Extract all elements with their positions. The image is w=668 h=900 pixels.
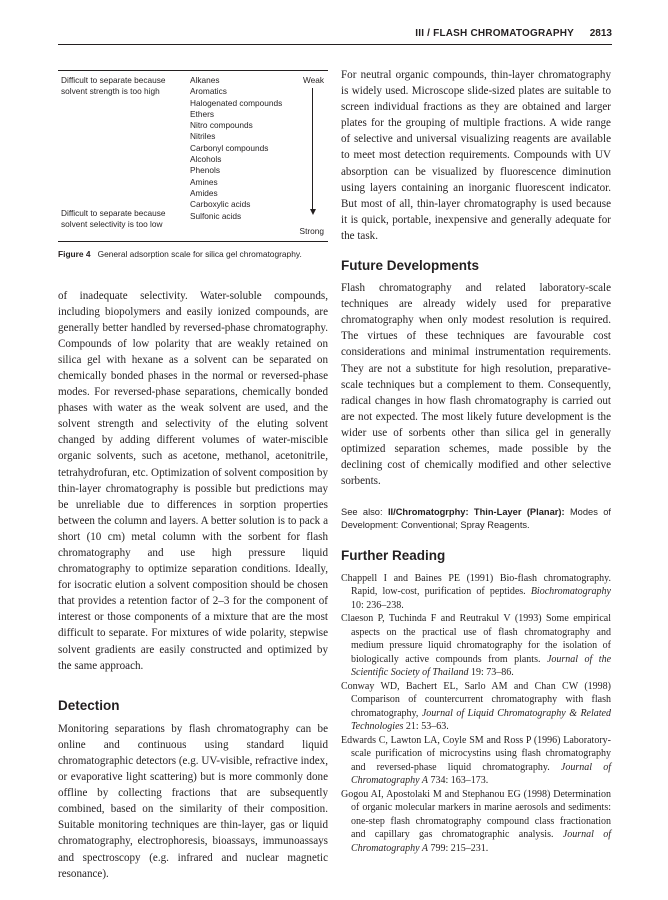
reference-item: Claeson P, Tuchinda F and Reutrakul V (1993) Some empirical aspects on the practical use of flash chromatography and medium pressure liquid chromatography for the isolation of biologically active compounds from plants. Journal of the Scientific Society of Thailand 19: 73–86.: [341, 613, 612, 679]
strong-label: Strong: [299, 225, 324, 236]
compound-item: Nitro compounds: [190, 120, 253, 131]
compound-item: Alkanes: [190, 75, 220, 85]
compound-item: Aromatics: [190, 86, 227, 97]
figure-caption: Figure 4 General adsorption scale for silica gel chromatography.: [58, 249, 302, 259]
page-number: 2813: [589, 28, 612, 39]
compound-item: Nitriles: [190, 131, 216, 142]
top-left-label: Difficult to separate because solvent strength is too high: [61, 75, 166, 97]
reference-item: Chappell I and Baines PE (1991) Bio-flash chromatography. Rapid, low-cost, purification of peptides. Biochromatography 10: 236–238.: [341, 572, 611, 611]
see-also: See also: II/Chromatogrphy: Thin-Layer (Planar): Modes of Development: Conventional; Spray Reagents.: [341, 507, 611, 531]
reference-item: Gogou AI, Apostolaki M and Stephanou EG (1998) Determination of organic molecular markers in marine aerosols and sediments: one-step flash chromatography compound class fractionation and capillary gas chromatographic analysis. Journal of Chromatography A 799: 215–231.: [341, 788, 611, 854]
body-paragraph: For neutral organic compounds, thin-layer chromatography is widely used. Microscope slide-sized plates are suitable to screen individual fractions as they are obtained and larger plates for the grouping of multiple fractions. A wide range of selective and universal visualizing reagents are available to meet most detection requirements. Compounds with UV absorption can be visualized by fluorescence diminution using layers containing an inorganic fluorescent indicator. But most of all, thin-layer chromatography is used because it is quick, portable, inexpensive and generally adequate for the task.: [341, 69, 611, 242]
compound-item: Alcohols: [190, 154, 222, 165]
adsorption-scale-figure: [58, 70, 328, 242]
reference-list: [341, 572, 611, 856]
further-reading-heading: Further Reading: [341, 547, 446, 563]
compound-list: [190, 75, 282, 222]
reference-item: Edwards C, Lawton LA, Coyle SM and Ross P (1996) Laboratory-scale purification of microcystins using flash chromatography and reversed-phase liquid chromatography. Journal of Chromatography A 734: 163–173.: [341, 734, 612, 787]
arrowhead-icon: [310, 209, 316, 215]
compound-item: Carboxylic acids: [190, 199, 251, 210]
left-column: [58, 67, 328, 882]
future-developments-heading: Future Developments: [341, 258, 480, 274]
compound-item: Amides: [190, 187, 218, 198]
compound-item: Phenols: [190, 165, 220, 176]
detection-heading: Detection: [58, 697, 120, 713]
weak-label: Weak: [302, 75, 324, 85]
section-title: III / FLASH CHROMATOGRAPHY: [415, 28, 574, 39]
compound-item: Ethers: [190, 108, 214, 119]
future-paragraph: Flash chromatography and related laboratory-scale techniques are already widely used for preparative chromatography when only modest resolution is required. The virtues of these techniques are favourable cost considerations and minimal instrumentation requirements. They are not a substitute for high resolution, preparative-scale techniques but a complement to them. Consequently, radical changes in how flash chromatography is carried out are not expected. The most likely future development is the wider use of sorbents other than silica gel in generally optimized separation schemes, made possible by the declining cost of chemically modified and other selective sorbents.: [341, 282, 611, 488]
right-column: [341, 67, 611, 855]
body-paragraph: of inadequate selectivity. Water-soluble compounds, including biopolymers and easily ionized compounds, are generally better handled by reversed-phase chromatography. Compounds of low polarity that are weakly retained on silica gel with hexane as a solvent can be separated on chemically bonded phases in the normal or reversed-phase modes. For reversed-phase separations, chemically bonded phases with water as the weak solvent are used, and the solvent strength and selectivity of the eluting solvent changed by adding different volumes of water-miscible organic solvents, such as acetone, methanol, acetonitrile, tetrahydrofuran, etc. Optimization of solvent composition by thin-layer chromatography is possible but predictions may be unreliable due to differences in sorption properties between the column and layers. A better solution is to pack a short (10 cm) metal column with the sorbent for flash chromatography and use high pressure liquid chromatography to optimize separation conditions. Ideally, for isocratic elution a solvent composition should be chosen that provides a retention factor of 2–3 for the component of interest or those components of a mixture that are the most difficult to separate. For mixtures of wide polarity, stepwise solvent gradients are easily constructed and optimized by the same approach.: [58, 289, 328, 672]
compound-item: Carbonyl compounds: [190, 142, 269, 153]
compound-item: Halogenated compounds: [190, 97, 283, 108]
compound-item: Amines: [190, 176, 218, 187]
detection-paragraph: Monitoring separations by flash chromatography can be online and continuous using standard liquid chromatographic detectors (e.g. UV-visible, refractive index, or evaporative light scattering) but is more commonly done offline by collecting fractions that are subsequently combined, based on the similarity of their composition. Suitable monitoring techniques are thin-layer, gas or liquid chromatography, electrophoresis, bioassays, immunoassays and spectroscopy (e.g. infrared and nuclear magnetic resonance).: [58, 722, 328, 880]
running-header: [58, 26, 612, 45]
compound-item: Sulfonic acids: [190, 210, 242, 221]
see-also-link[interactable]: II/Chromatogrphy: Thin-Layer (Planar):: [387, 507, 565, 518]
bottom-left-label: Difficult to separate because solvent selectivity is too low: [61, 208, 166, 230]
down-arrow-icon: [312, 88, 313, 211]
reference-item: Conway WD, Bachert EL, Sarlo AM and Chan CW (1998) Comparison of countercurrent chromatography with flash chromatography, Journal of Liquid Chromatography & Related Technologies 21: 53–63.: [341, 680, 611, 733]
